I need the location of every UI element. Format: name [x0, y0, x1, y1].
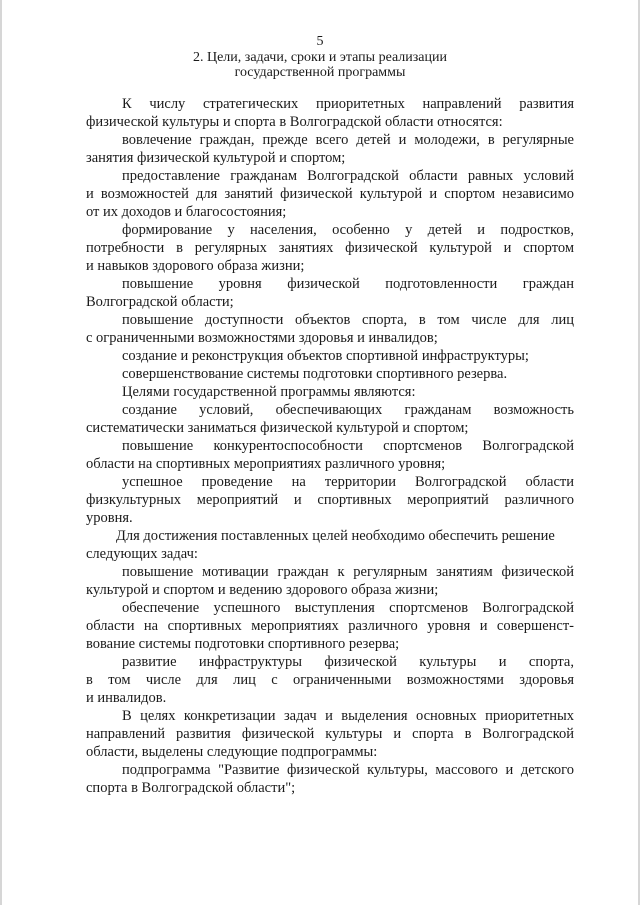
text-line: Для достижения поставленных целей необходимо обеспечить решение	[116, 528, 555, 544]
text-line: занятия физической культурой и спортом;	[86, 150, 346, 166]
text-line: следующих задач:	[86, 546, 198, 562]
text-line: Целями государственной программы являются:	[122, 384, 416, 400]
text-line: области на спортивных мероприятиях различного уровня и совершенст-	[86, 618, 574, 634]
text-line: направлений развития физической культуры и спорта в Волгоградской	[86, 726, 574, 742]
section-heading-line-1: 2. Цели, задачи, сроки и этапы реализации	[192, 50, 447, 65]
text-line: физкультурных мероприятий и спортивных мероприятий различного	[86, 492, 574, 508]
text-line: создание условий, обеспечивающих гражданам возможность	[122, 402, 574, 418]
text-line: подпрограмма "Развитие физической культуры, массового и детского	[122, 762, 574, 778]
text-line: в том числе для лиц с ограниченными возможностями здоровья	[86, 672, 574, 688]
text-line: от их доходов и благосостояния;	[86, 204, 287, 220]
text-line: Волгоградской области;	[86, 294, 234, 310]
text-line: и инвалидов.	[86, 690, 167, 706]
text-line: систематически заниматься физической культурой и спортом;	[86, 420, 469, 436]
text-line: области, выделены следующие подпрограммы:	[86, 744, 378, 760]
text-line: с ограниченными возможностями здоровья и инвалидов;	[86, 330, 438, 346]
scan-left-edge	[0, 0, 2, 905]
text-line: развитие инфраструктуры физической культуры и спорта,	[122, 654, 574, 670]
section-heading-line-2: государственной программы	[234, 65, 406, 80]
page-number: 5	[316, 34, 324, 49]
text-line: совершенствование системы подготовки спортивного резерва.	[122, 366, 508, 382]
text-line: и возможностей для занятий физической культурой и спортом независимо	[86, 186, 574, 202]
text-line: физической культуры и спорта в Волгоградской области относятся:	[86, 114, 503, 130]
text-line: повышение уровня физической подготовленности граждан	[122, 276, 574, 292]
text-line: вование системы подготовки спортивного резерва;	[86, 636, 400, 652]
text-line: формирование у населения, особенно у детей и подростков,	[122, 222, 574, 238]
text-line: обеспечение успешного выступления спортсменов Волгоградской	[122, 600, 574, 616]
text-line: повышение мотивации граждан к регулярным занятиям физической	[122, 564, 574, 580]
text-line: повышение конкурентоспособности спортсменов Волгоградской	[122, 438, 574, 454]
text-line: предоставление гражданам Волгоградской области равных условий	[122, 168, 574, 184]
text-line: потребности в регулярных занятиях физической культурой и спортом	[86, 240, 574, 256]
text-line: повышение доступности объектов спорта, в том числе для лиц	[122, 312, 574, 328]
text-line: создание и реконструкция объектов спортивной инфраструктуры;	[122, 348, 529, 364]
text-line: вовлечение граждан, прежде всего детей и молодежи, в регулярные	[122, 132, 574, 148]
text-line: К числу стратегических приоритетных направлений развития	[122, 96, 574, 112]
text-line: области на спортивных мероприятиях различного уровня;	[86, 456, 446, 472]
text-line: В целях конкретизации задач и выделения основных приоритетных	[122, 708, 574, 724]
text-line: и навыков здорового образа жизни;	[86, 258, 305, 274]
section-heading	[0, 50, 640, 80]
text-line: успешное проведение на территории Волгоградской области	[122, 474, 574, 490]
text-line: уровня.	[86, 510, 133, 526]
text-line: культурой и спортом и ведению здорового образа жизни;	[86, 582, 439, 598]
text-line: спорта в Волгоградской области";	[86, 780, 296, 796]
